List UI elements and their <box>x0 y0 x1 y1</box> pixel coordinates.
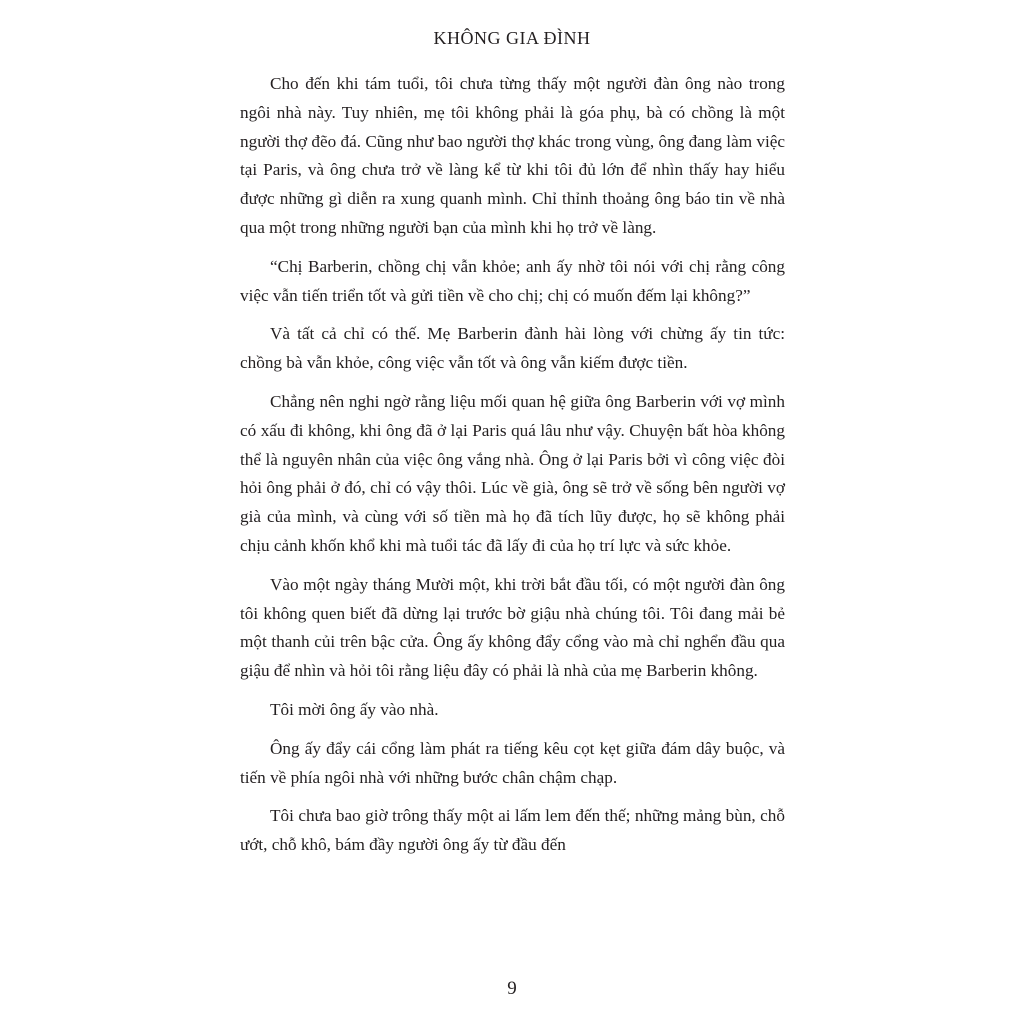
paragraph-6: Tôi mời ông ấy vào nhà. <box>270 699 439 719</box>
paragraph-1: Cho đến khi tám tuổi, tôi chưa từng thấy một người đàn ông nào trong ngôi nhà này. Tuy nhiên, mẹ tôi không phải là góa phụ, bà có chồng là một người thợ đẽo đá. Cũng như bao người thợ khác trong vùng, ông đang làm việc tại Paris, và ông chưa trở về làng kể từ khi tôi đủ lớn để nhìn thấy hay hiểu được những gì diễn ra xung quanh mình. Chỉ thỉnh thoảng ông báo tin về nhà qua một trong những người bạn của mình khi họ trở về làng. <box>240 74 785 237</box>
body-text <box>240 70 785 860</box>
paragraph-5: Vào một ngày tháng Mười một, khi trời bắt đầu tối, có một người đàn ông tôi không quen biết đã dừng lại trước bờ giậu nhà chúng tôi. Tôi đang mải bẻ một thanh củi trên bậc cửa. Ông ấy không đẩy cổng vào mà chỉ nghển đầu qua giậu để nhìn và hỏi tôi rằng liệu đây có phải là nhà của mẹ Barberin không. <box>240 574 785 681</box>
page-number: 9 <box>507 978 517 999</box>
paragraph-7: Ông ấy đẩy cái cổng làm phát ra tiếng kêu cọt kẹt giữa đám dây buộc, và tiến về phía ngôi nhà với những bước chân chậm chạp. <box>240 738 785 787</box>
paragraph-3: Và tất cả chỉ có thế. Mẹ Barberin đành hài lòng với chừng ấy tin tức: chồng bà vẫn khỏe, công việc vẫn tốt và ông vẫn kiếm được tiền. <box>240 324 785 373</box>
paragraph-4: Chẳng nên nghi ngờ rằng liệu mối quan hệ giữa ông Barberin với vợ mình có xấu đi không, khi ông đã ở lại Paris quá lâu như vậy. Chuyện bất hòa không thể là nguyên nhân của việc ông vắng nhà. Ông ở lại Paris bởi vì công việc đòi hỏi ông phải ở đó, chỉ có vậy thôi. Lúc về già, ông sẽ trở về sống bên người vợ già của mình, và cùng với số tiền mà họ đã tích lũy được, họ sẽ không phải chịu cảnh khốn khổ khi mà tuổi tác đã lấy đi của họ trí lực và sức khỏe. <box>240 391 785 555</box>
paragraph-8: Tôi chưa bao giờ trông thấy một ai lấm lem đến thế; những mảng bùn, chỗ ướt, chỗ khô, bám đầy người ông ấy từ đầu đến <box>240 806 785 855</box>
running-header-title: KHÔNG GIA ĐÌNH <box>433 28 591 48</box>
paragraph-2: “Chị Barberin, chồng chị vẫn khỏe; anh ấy nhờ tôi nói với chị rằng công việc vẫn tiến triển tốt và gửi tiền về cho chị; chị có muốn đếm lại không?” <box>240 256 785 305</box>
